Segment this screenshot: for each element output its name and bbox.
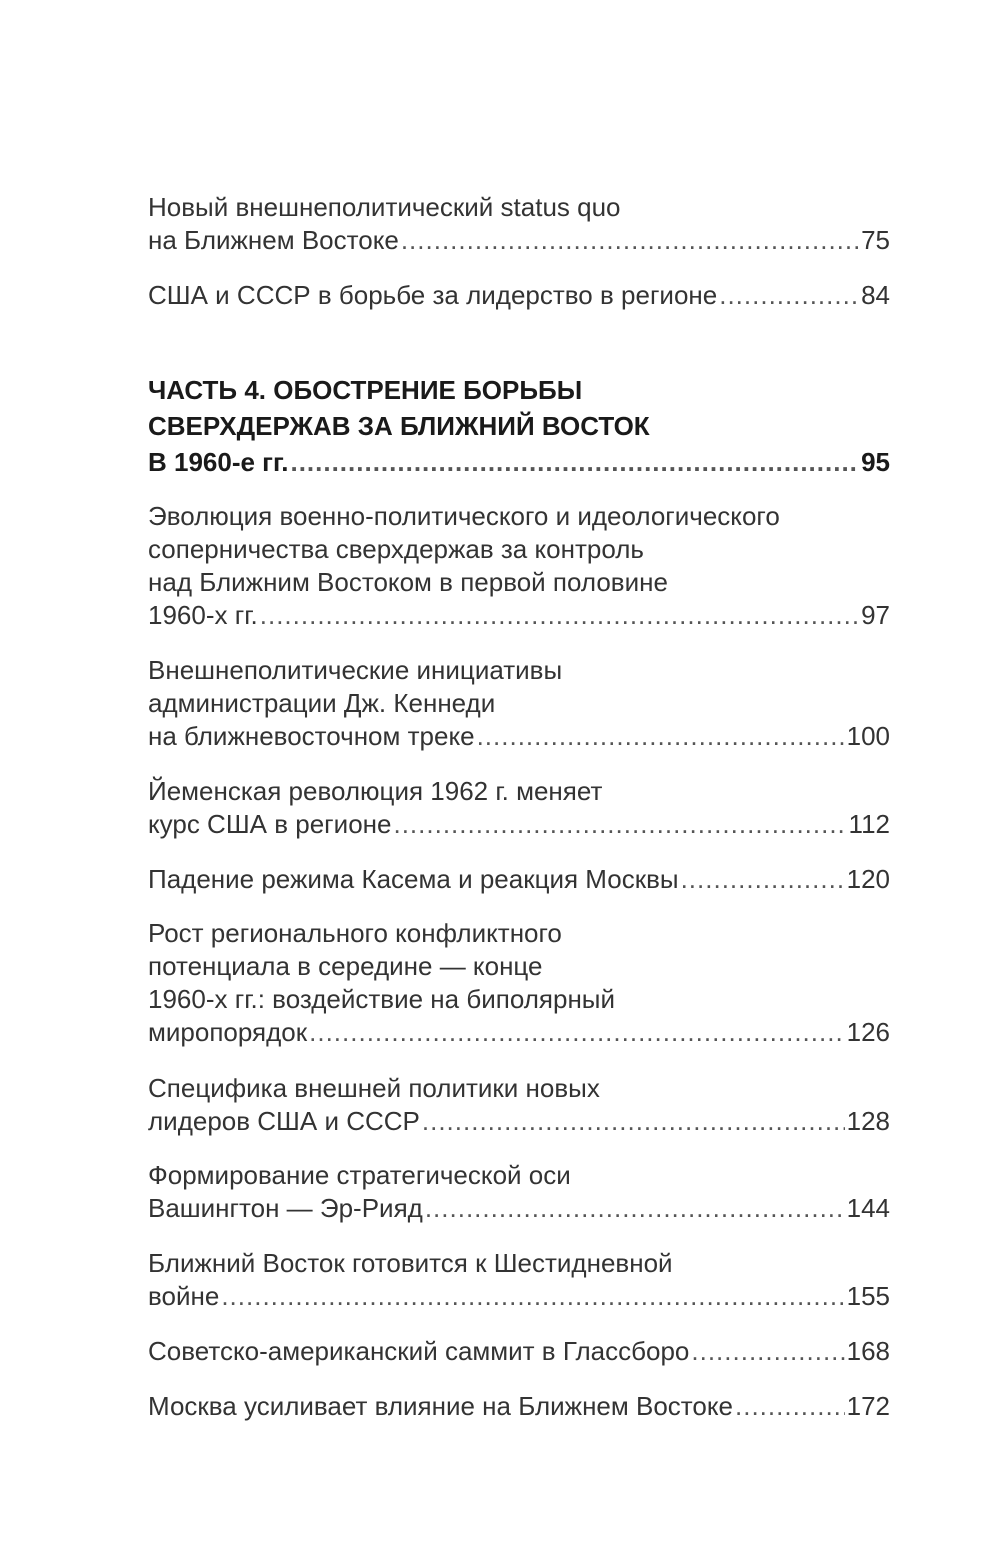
toc-entry-last-line (148, 863, 890, 896)
toc-entry-title-end: Вашингтон — Эр-Рияд (148, 1193, 423, 1223)
toc-page-number: 128 (846, 1106, 890, 1136)
toc-entry (148, 1159, 890, 1225)
toc-entry-title-line: Специфика внешней политики новых (148, 1073, 600, 1103)
toc-entry-title-line: Новый внешнеполитический status quo (148, 192, 621, 222)
toc-leader-dots (393, 808, 846, 841)
toc-leader-dots (719, 279, 859, 312)
toc-page-number: 126 (846, 1017, 890, 1047)
toc-entry-title-line: соперничества сверхдержав за контроль (148, 534, 644, 564)
toc-page-number: 97 (861, 600, 890, 630)
toc-entry (148, 1247, 890, 1313)
toc-entry-last-line (148, 599, 890, 632)
toc-page-number: 95 (861, 447, 890, 477)
toc-entry-title-line: ЧАСТЬ 4. ОБОСТРЕНИЕ БОРЬБЫ (148, 375, 583, 405)
toc-page-number: 120 (846, 864, 890, 894)
table-of-contents (148, 0, 890, 1555)
toc-entry-title-end: миропорядок (148, 1017, 308, 1047)
toc-page-number: 84 (861, 280, 890, 310)
toc-entry (148, 775, 890, 841)
toc-entry (148, 863, 890, 896)
toc-entry-title-line: Йеменская революция 1962 г. меняет (148, 776, 603, 806)
toc-entry (148, 191, 890, 257)
toc-entry-last-line (148, 224, 890, 257)
toc-leader-dots (691, 1335, 844, 1368)
toc-leader-dots (401, 224, 859, 257)
toc-entry-last-line (148, 720, 890, 753)
toc-leader-dots (309, 1016, 844, 1049)
toc-entry-title-line: 1960-х гг.: воздействие на биполярный (148, 984, 616, 1014)
toc-part-heading (148, 372, 890, 480)
toc-page-number: 75 (861, 225, 890, 255)
toc-leader-dots (425, 1192, 845, 1225)
toc-page-number: 168 (846, 1336, 890, 1366)
toc-entry (148, 279, 890, 312)
toc-entry (148, 1390, 890, 1423)
toc-entry (148, 654, 890, 753)
toc-entry-title-line: СВЕРХДЕРЖАВ ЗА БЛИЖНИЙ ВОСТОК (148, 411, 650, 441)
toc-entry-title-end: курс США в регионе (148, 809, 392, 839)
toc-entry-title-end: Падение режима Касема и реакция Москвы (148, 864, 679, 894)
toc-page-number: 155 (846, 1281, 890, 1311)
toc-page-number: 100 (846, 721, 890, 751)
toc-entry-last-line (148, 279, 890, 312)
toc-leader-dots (260, 599, 859, 632)
toc-entry-title-line: Эволюция военно-политического и идеологического (148, 501, 780, 531)
toc-entry-title-end: В 1960-е гг. (148, 447, 289, 477)
toc-entry-last-line (148, 1016, 890, 1049)
toc-entry-title-line: Формирование стратегической оси (148, 1160, 571, 1190)
toc-leader-dots (681, 863, 845, 896)
toc-entry-title-end: войне (148, 1281, 220, 1311)
toc-entry-last-line (148, 1105, 890, 1138)
toc-entry-title-line: над Ближним Востоком в первой половине (148, 567, 668, 597)
toc-entry-title-end: лидеров США и СССР (148, 1106, 420, 1136)
toc-entry-last-line (148, 1192, 890, 1225)
toc-leader-dots (290, 444, 859, 480)
toc-entry-title-end: Советско-американский саммит в Глассборо (148, 1336, 690, 1366)
toc-entry-title-end: на ближневосточном треке (148, 721, 475, 751)
toc-entry-title-line: Внешнеполитические инициативы (148, 655, 563, 685)
toc-entry-title-line: Ближний Восток готовится к Шестидневной (148, 1248, 673, 1278)
toc-leader-dots (735, 1390, 845, 1423)
toc-entry (148, 917, 890, 1049)
toc-entry-title-end: США и СССР в борьбе за лидерство в регионе (148, 280, 718, 310)
toc-entry-title-end: 1960-х гг. (148, 600, 258, 630)
toc-entry-last-line (148, 1390, 890, 1423)
toc-entry-title-end: на Ближнем Востоке (148, 225, 399, 255)
toc-entry-title-line: Рост регионального конфликтного (148, 918, 562, 948)
toc-entry-title-line: потенциала в середине — конце (148, 951, 543, 981)
toc-page-number: 112 (848, 809, 890, 839)
toc-leader-dots (221, 1280, 844, 1313)
toc-entry (148, 1072, 890, 1138)
toc-entry-title-line: администрации Дж. Кеннеди (148, 688, 496, 718)
toc-entry (148, 500, 890, 632)
toc-entry-title-end: Москва усиливает влияние на Ближнем Востоке (148, 1391, 733, 1421)
toc-leader-dots (422, 1105, 845, 1138)
toc-leader-dots (477, 720, 845, 753)
toc-entry (148, 1335, 890, 1368)
toc-entry-last-line (148, 1280, 890, 1313)
toc-page-number: 172 (846, 1391, 890, 1421)
toc-entry-last-line (148, 808, 890, 841)
toc-entry-last-line (148, 444, 890, 480)
toc-entry-last-line (148, 1335, 890, 1368)
toc-page-number: 144 (846, 1193, 890, 1223)
